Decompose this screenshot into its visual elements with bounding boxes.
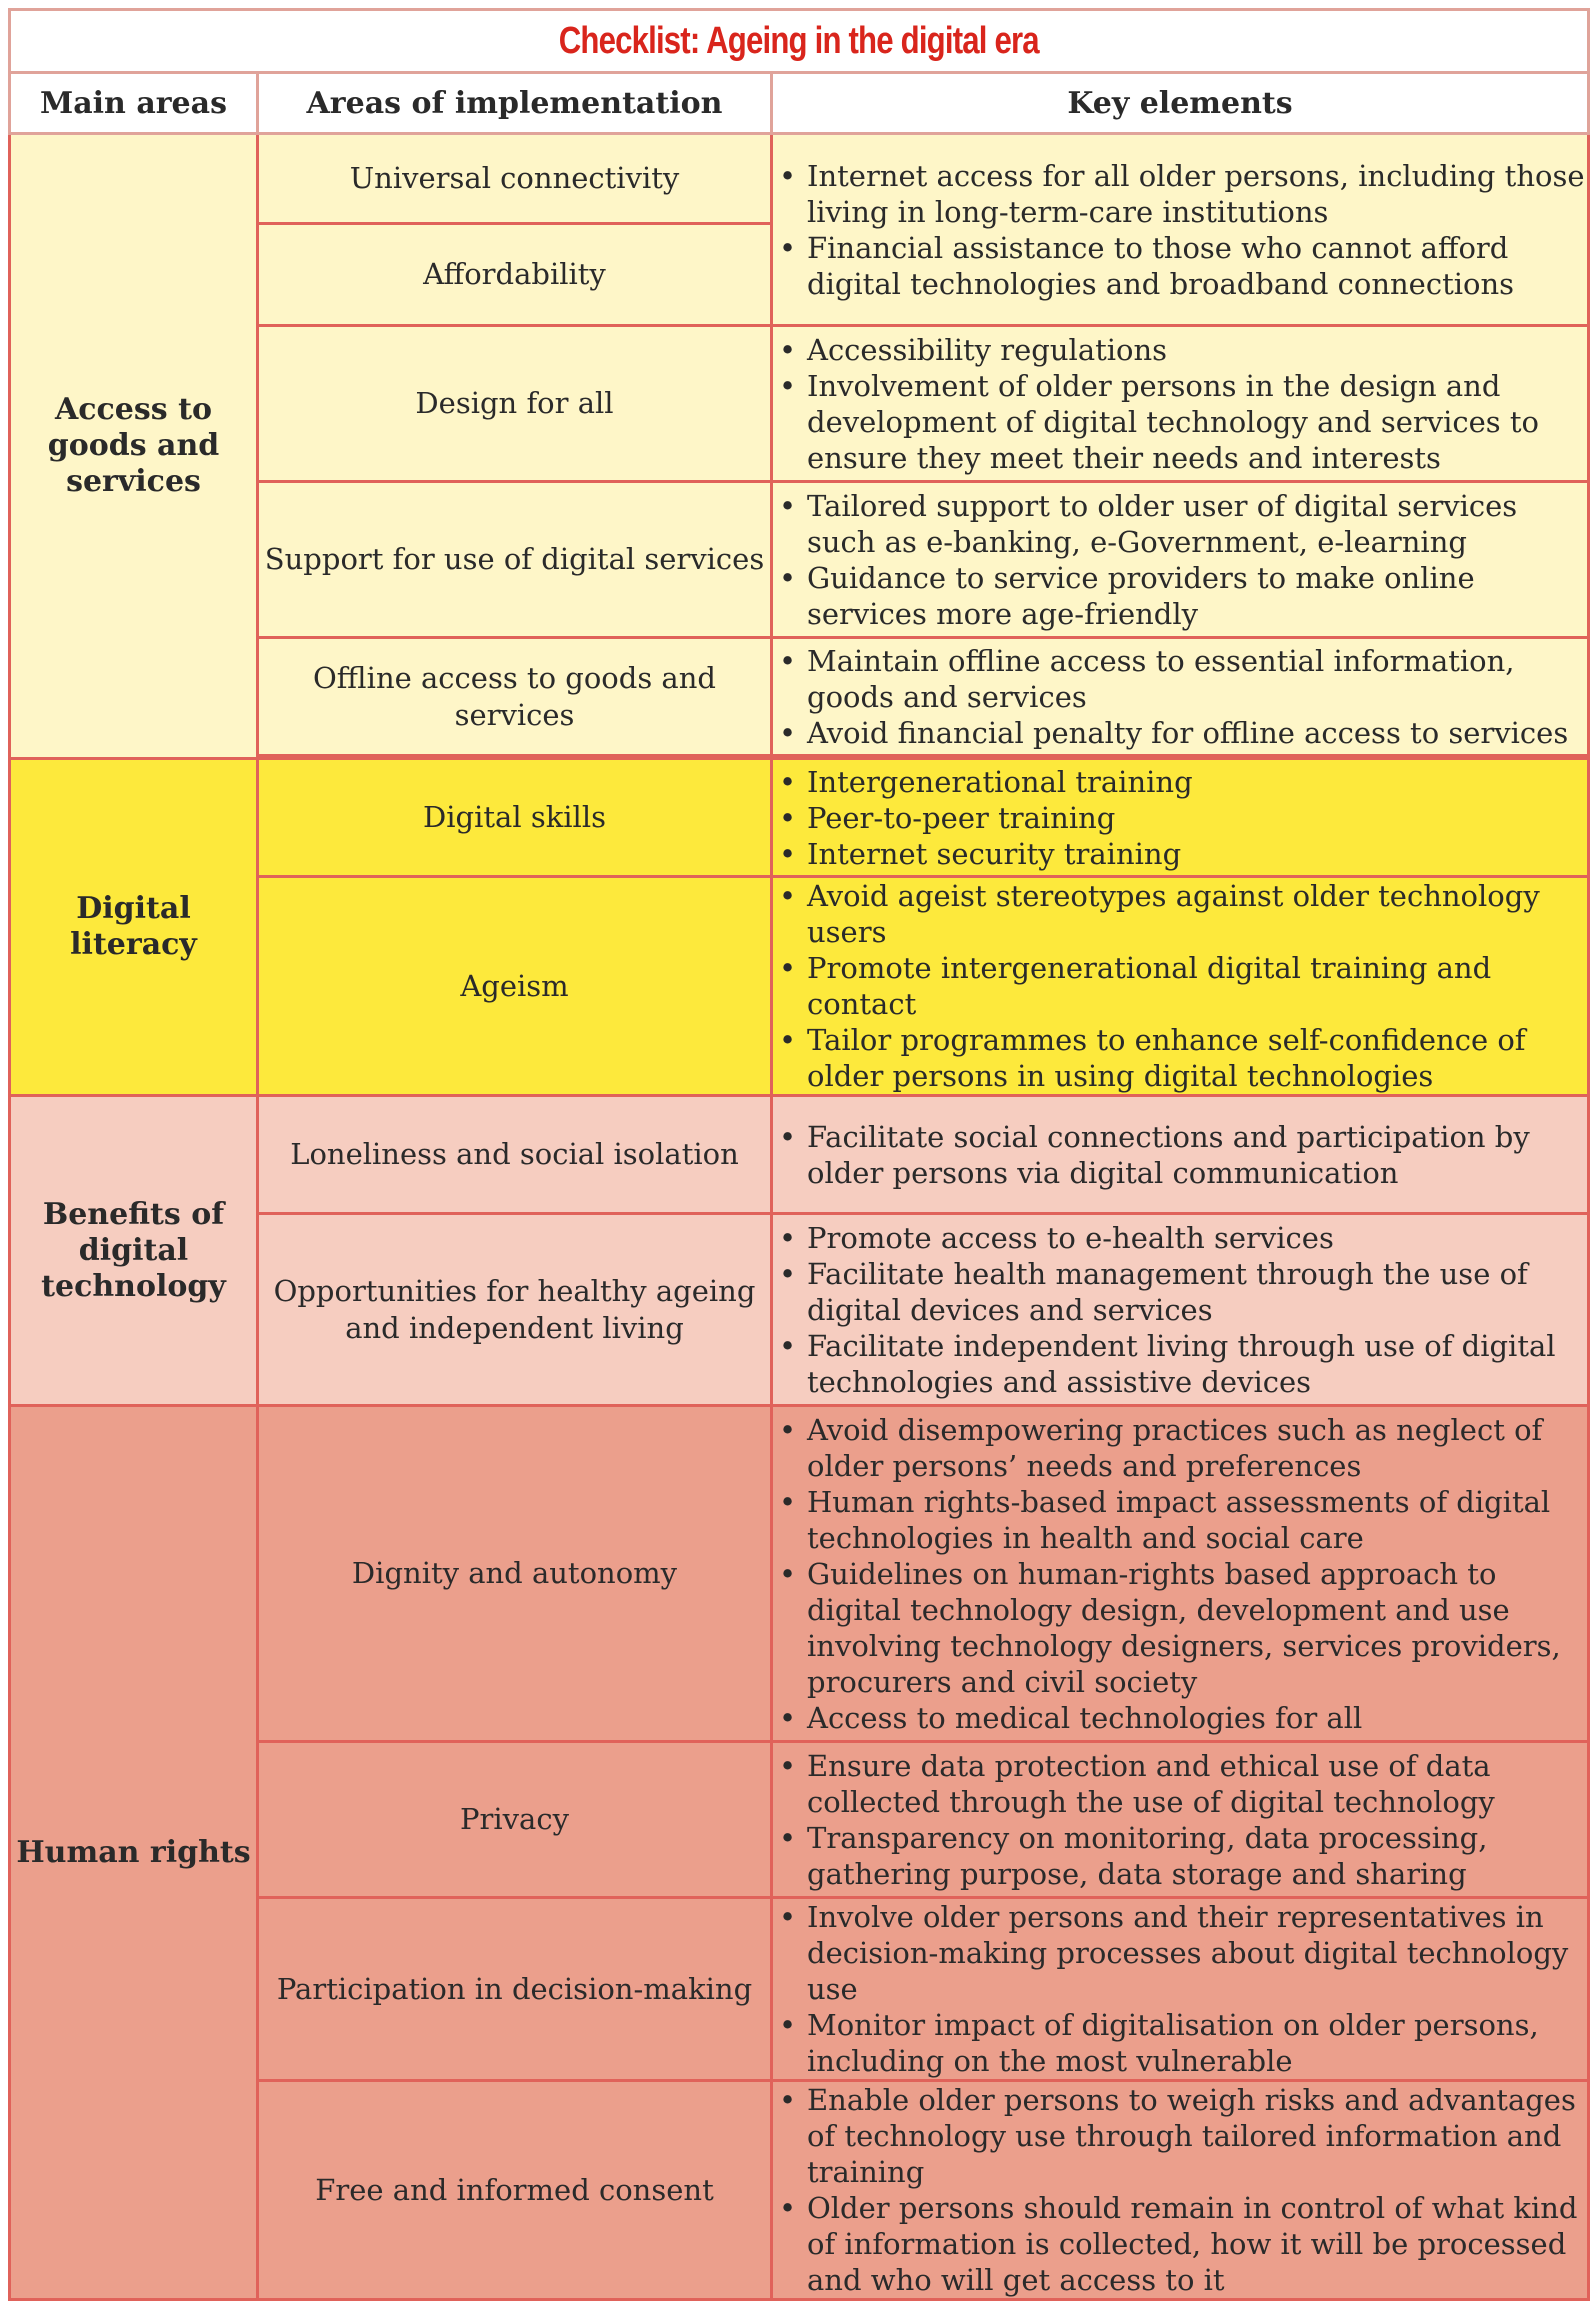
area-digital-skills: Digital skills — [258, 759, 772, 877]
area-healthy-ageing: Opportunities for healthy ageing and independent living — [258, 1214, 772, 1406]
area-dignity-autonomy: Dignity and autonomy — [258, 1406, 772, 1742]
list-item: • Avoid financial penalty for offline access to services — [773, 715, 1587, 751]
area-design-for-all: Design for all — [258, 326, 772, 482]
list-item: • Guidelines on human-rights based approach to digital technology design, development and use involving technology designers, services providers, procurers and civil society — [773, 1556, 1587, 1700]
main-area-digital-literacy: Digital literacy — [10, 759, 258, 1096]
list-item: • Older persons should remain in control of what kind of information is collected, how it will be processed and who will get access to it — [773, 2190, 1587, 2298]
main-area-benefits: Benefits of digital technology — [10, 1096, 258, 1406]
key-elements-cell — [772, 482, 1589, 638]
list-item: • Maintain offline access to essential information, goods and services — [773, 643, 1587, 715]
list-item: • Transparency on monitoring, data processing, gathering purpose, data storage and sharing — [773, 1820, 1587, 1892]
table-row — [10, 1406, 1589, 1742]
list-item: • Tailor programmes to enhance self-confidence of older persons in using digital technologies — [773, 1022, 1587, 1094]
area-privacy: Privacy — [258, 1742, 772, 1898]
list-item: • Involve older persons and their representatives in decision-making processes about digital technology use — [773, 1899, 1587, 2007]
key-elements-cell — [772, 1406, 1589, 1742]
list-item: • Involvement of older persons in the design and development of digital technology and services to ensure they meet their needs and interests — [773, 368, 1587, 476]
key-elements-cell — [772, 134, 1589, 326]
key-elements-cell — [772, 1742, 1589, 1898]
key-elements-cell — [772, 326, 1589, 482]
list-item: • Promote intergenerational digital training and contact — [773, 950, 1587, 1022]
table-row — [10, 759, 1589, 877]
key-elements-cell — [772, 2081, 1589, 2300]
key-elements-cell — [772, 1214, 1589, 1406]
area-affordability: Affordability — [258, 224, 772, 326]
list-item: • Peer-to-peer training — [773, 800, 1587, 836]
list-item: • Human rights-based impact assessments of digital technologies in health and social care — [773, 1484, 1587, 1556]
area-informed-consent: Free and informed consent — [258, 2081, 772, 2300]
list-item: • Intergenerational training — [773, 764, 1587, 800]
area-universal-connectivity: Universal connectivity — [258, 134, 772, 224]
list-item: • Avoid disempowering practices such as neglect of older persons’ needs and preferences — [773, 1412, 1587, 1484]
main-area-human-rights: Human rights — [10, 1406, 258, 2300]
list-item: • Enable older persons to weigh risks and advantages of technology use through tailored information and training — [773, 2082, 1587, 2190]
key-elements-cell — [772, 759, 1589, 877]
list-item: • Facilitate social connections and participation by older persons via digital communication — [773, 1119, 1587, 1191]
table-row — [10, 1096, 1589, 1214]
key-elements-cell — [772, 877, 1589, 1096]
area-ageism: Ageism — [258, 877, 772, 1096]
list-item: • Tailored support to older user of digital services such as e-banking, e-Government, e-learning — [773, 488, 1587, 560]
list-item: • Promote access to e-health services — [773, 1220, 1587, 1256]
area-support-digital-services: Support for use of digital services — [258, 482, 772, 638]
list-item: • Facilitate health management through the use of digital devices and services — [773, 1256, 1587, 1328]
list-item: • Internet access for all older persons, including those living in long-term-care institutions — [773, 158, 1587, 230]
list-item: • Avoid ageist stereotypes against older technology users — [773, 878, 1587, 950]
area-offline-access: Offline access to goods and services — [258, 638, 772, 756]
header-areas-of-implementation: Areas of implementation — [258, 73, 772, 134]
area-participation: Participation in decision-making — [258, 1898, 772, 2081]
header-main-areas: Main areas — [10, 73, 258, 134]
list-item: • Guidance to service providers to make online services more age-friendly — [773, 560, 1587, 632]
key-elements-cell — [772, 638, 1589, 756]
checklist-table — [8, 8, 1590, 2301]
table-title: Checklist: Ageing in the digital era — [558, 19, 1040, 62]
list-item: • Internet security training — [773, 836, 1587, 872]
header-key-elements: Key elements — [772, 73, 1589, 134]
table-title-cell — [10, 10, 1589, 73]
list-item: • Facilitate independent living through use of digital technologies and assistive devices — [773, 1328, 1587, 1400]
key-elements-cell — [772, 1096, 1589, 1214]
list-item: • Financial assistance to those who cannot afford digital technologies and broadband connections — [773, 230, 1587, 302]
table-row — [10, 134, 1589, 224]
area-loneliness: Loneliness and social isolation — [258, 1096, 772, 1214]
list-item: • Monitor impact of digitalisation on older persons, including on the most vulnerable — [773, 2007, 1587, 2079]
list-item: • Accessibility regulations — [773, 332, 1587, 368]
key-elements-cell — [772, 1898, 1589, 2081]
main-area-access: Access to goods and services — [10, 134, 258, 759]
list-item: • Ensure data protection and ethical use of data collected through the use of digital technology — [773, 1748, 1587, 1820]
list-item: • Access to medical technologies for all — [773, 1700, 1587, 1736]
